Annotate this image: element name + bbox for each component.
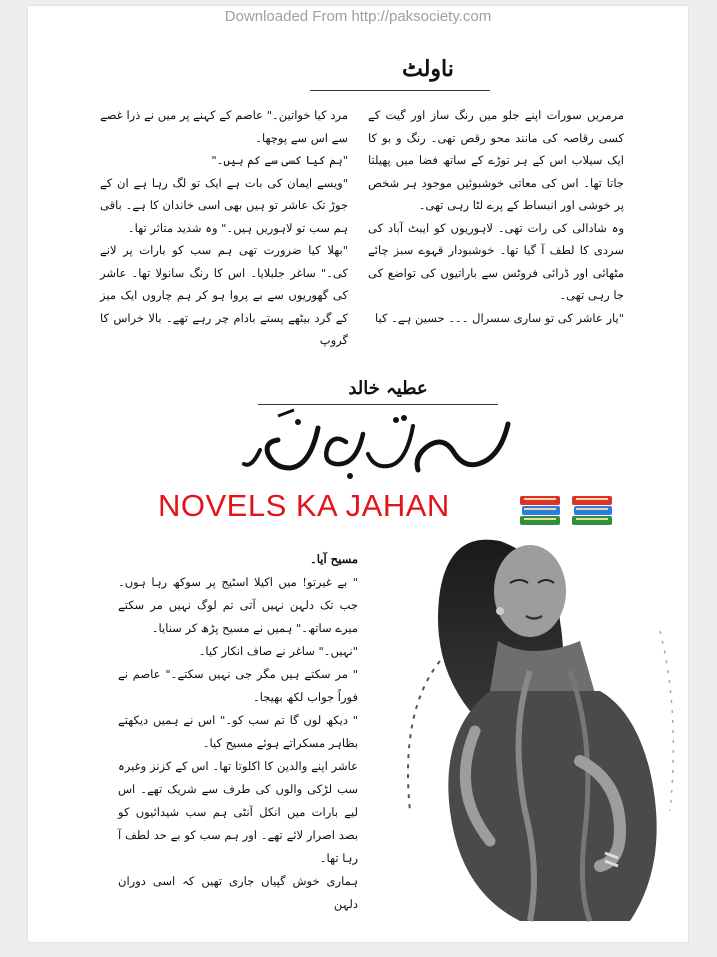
paragraph: " بے غیرتو! میں اکیلا اسٹیج پر سوکھ رہا ہوں۔ جب تک دلہن نہیں آتی تم لوگ نہیں مر سکتے میرے ساتھ۔" ہمیں نے مسیح پڑھ کر سنایا۔ — [118, 575, 358, 635]
calligraphy-title-icon — [238, 406, 528, 486]
paragraph: ہماری خوش گپیاں جاری تھیں کہ اسی دوران دلہن — [118, 874, 358, 911]
author-byline: عطیہ خالد — [348, 378, 428, 399]
magazine-page — [28, 6, 688, 942]
column-right — [368, 104, 624, 329]
paragraph: عاشر اپنے والدین کا اکلوتا تھا۔ اس کے کزنز وغیرہ سب لڑکی والوں کی طرف سے شریک تھے۔ اس لیے بارات میں انکل آنٹی ہم سب شیدائیوں کو بصد اصرار لائے تھے۔ اور ہم سب کو بے حد لطف آ رہا تھا۔ — [118, 759, 358, 865]
lower-column — [118, 548, 358, 916]
paragraph: "یار عاشر کی تو ساری سسرال ۔۔۔ حسین ہے۔ کیا — [375, 310, 624, 325]
column-left — [100, 104, 348, 352]
paragraph: " مر سکتے ہیں مگر جی نہیں سکتے۔" عاصم نے فوراً جواب لکھ بھیجا۔ — [118, 667, 358, 704]
paragraph: "ویسے ایمان کی بات ہے ایک تو لگ رہا ہے ان کے جوڑ تک عاشر تو ہیں بھی اسی خاندان کا ہے۔ باقی ہم سب تو لاہوریں ہیں۔" وہ شدید متاثر تھا۔ — [100, 175, 348, 235]
byline-divider — [258, 404, 498, 405]
paragraph: "بھلا کیا ضرورت تھی ہم سب کو بارات پر لانے کی۔" ساغر جلبلایا۔ اس کا رنگ سانولا تھا۔ عاشر کی گھوریوں سے بے پروا ہو کر ہم چاروں ایک میز کے گرد بیٹھے پستے بادام چر رہے تھے۔ بالا خراس کا گروپ — [100, 243, 348, 347]
paragraph: مرمریں سورات اپنے جلو میں رنگ ساز اور گیت کے کسی رقاصہ کی مانند محو رقص تھی۔ رنگ و بو کا ایک سیلاب اس کے ہر توڑے کے ساتھ فضا میں پھیلتا جاتا تھا۔ اس کی معاتی خوشبوئیں موجود ہر شخص پر خوشی اور انبساط کے پرے لٹا رہی تھی۔ — [368, 108, 624, 212]
paragraph: "ہم کیا کسی سے کم ہیں۔" — [211, 153, 348, 167]
woman-illustration-icon — [380, 511, 700, 931]
download-source-text: Downloaded From http://paksociety.com — [224, 8, 492, 25]
paragraph: "نہیں۔" ساغر نے صاف انکار کیا۔ — [198, 644, 358, 658]
section-heading: ناولٹ — [402, 56, 454, 82]
heading-divider — [310, 90, 490, 91]
paragraph: " دیکھ لوں گا تم سب کو۔" اس نے ہمیں دیکھتے بظاہر مسکراتے ہوئے مسیح کیا۔ — [118, 713, 358, 750]
novels-banner: NOVELS KA JAHAN — [158, 488, 450, 523]
paragraph: مرد کیا خواتین۔" عاصم کے کہنے پر میں نے ذرا غصے سے اس سے پوچھا۔ — [100, 108, 348, 145]
paragraph: وہ شادالی کی رات تھی۔ لاہوریوں کو ایبٹ آباد کی سردی کا لطف آ گیا تھا۔ خوشبودار قہوے سبز چائے مٹھائی اور ڈرائی فروٹس سے باراتیوں کی تواضع کی جا رہی تھی۔ — [368, 220, 624, 302]
paragraph-intro: مسیح آیا۔ — [310, 552, 358, 566]
